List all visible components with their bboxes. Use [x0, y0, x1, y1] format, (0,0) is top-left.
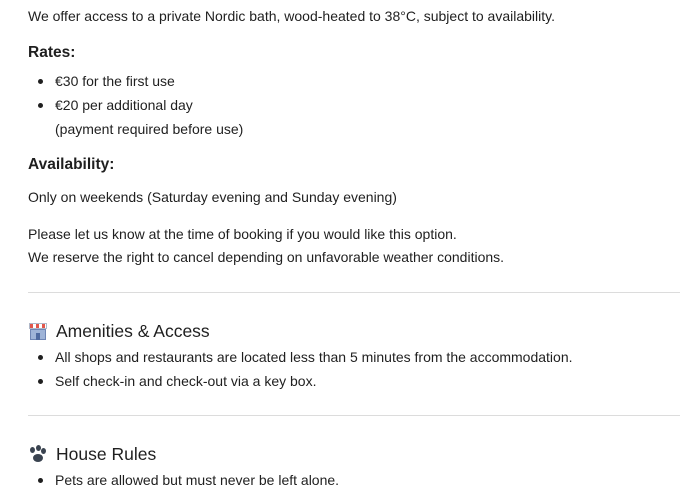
- amenity-self-check-in: Self check-in and check-out via a key box.: [55, 373, 317, 389]
- paw-prints-icon: [28, 444, 48, 464]
- availability-text: Only on weekends (Saturday evening and Sunday evening): [28, 189, 397, 205]
- booking-note-line-1: Please let us know at the time of booking if you would like this option.: [28, 226, 457, 242]
- section-divider: [28, 415, 680, 416]
- bullet-icon: [38, 355, 43, 360]
- booking-note-line-2: We reserve the right to cancel depending on unfavorable weather conditions.: [28, 249, 505, 265]
- bullet-icon: [38, 103, 43, 108]
- shop-icon: [28, 321, 48, 341]
- house-rules-list: [28, 470, 339, 494]
- bullet-icon: [38, 79, 43, 84]
- rate-additional-day: €20 per additional day: [55, 97, 193, 113]
- rates-list: [28, 71, 193, 119]
- rates-heading: Rates:: [28, 44, 76, 61]
- amenities-section-title: [28, 318, 210, 344]
- list-item: [28, 371, 573, 395]
- rate-first-use: €30 for the first use: [55, 73, 175, 89]
- house-rules-section-title: [28, 441, 156, 467]
- section-divider: [28, 292, 680, 293]
- availability-heading: Availability:: [28, 156, 115, 173]
- rates-payment-note: (payment required before use): [55, 121, 244, 137]
- house-rules-title: House Rules: [56, 443, 157, 464]
- amenities-title: Amenities & Access: [56, 320, 210, 341]
- amenities-list: [28, 347, 573, 395]
- list-item: [28, 71, 193, 95]
- bullet-icon: [38, 379, 43, 384]
- list-item: [28, 347, 573, 371]
- list-item: [28, 470, 339, 494]
- intro-text: We offer access to a private Nordic bath, wood-heated to 38°C, subject to availability.: [28, 8, 555, 24]
- list-item: [28, 95, 193, 119]
- rule-pets: Pets are allowed but must never be left alone.: [55, 472, 340, 488]
- bullet-icon: [38, 478, 43, 483]
- amenity-shops: All shops and restaurants are located less than 5 minutes from the accommodation.: [55, 349, 573, 365]
